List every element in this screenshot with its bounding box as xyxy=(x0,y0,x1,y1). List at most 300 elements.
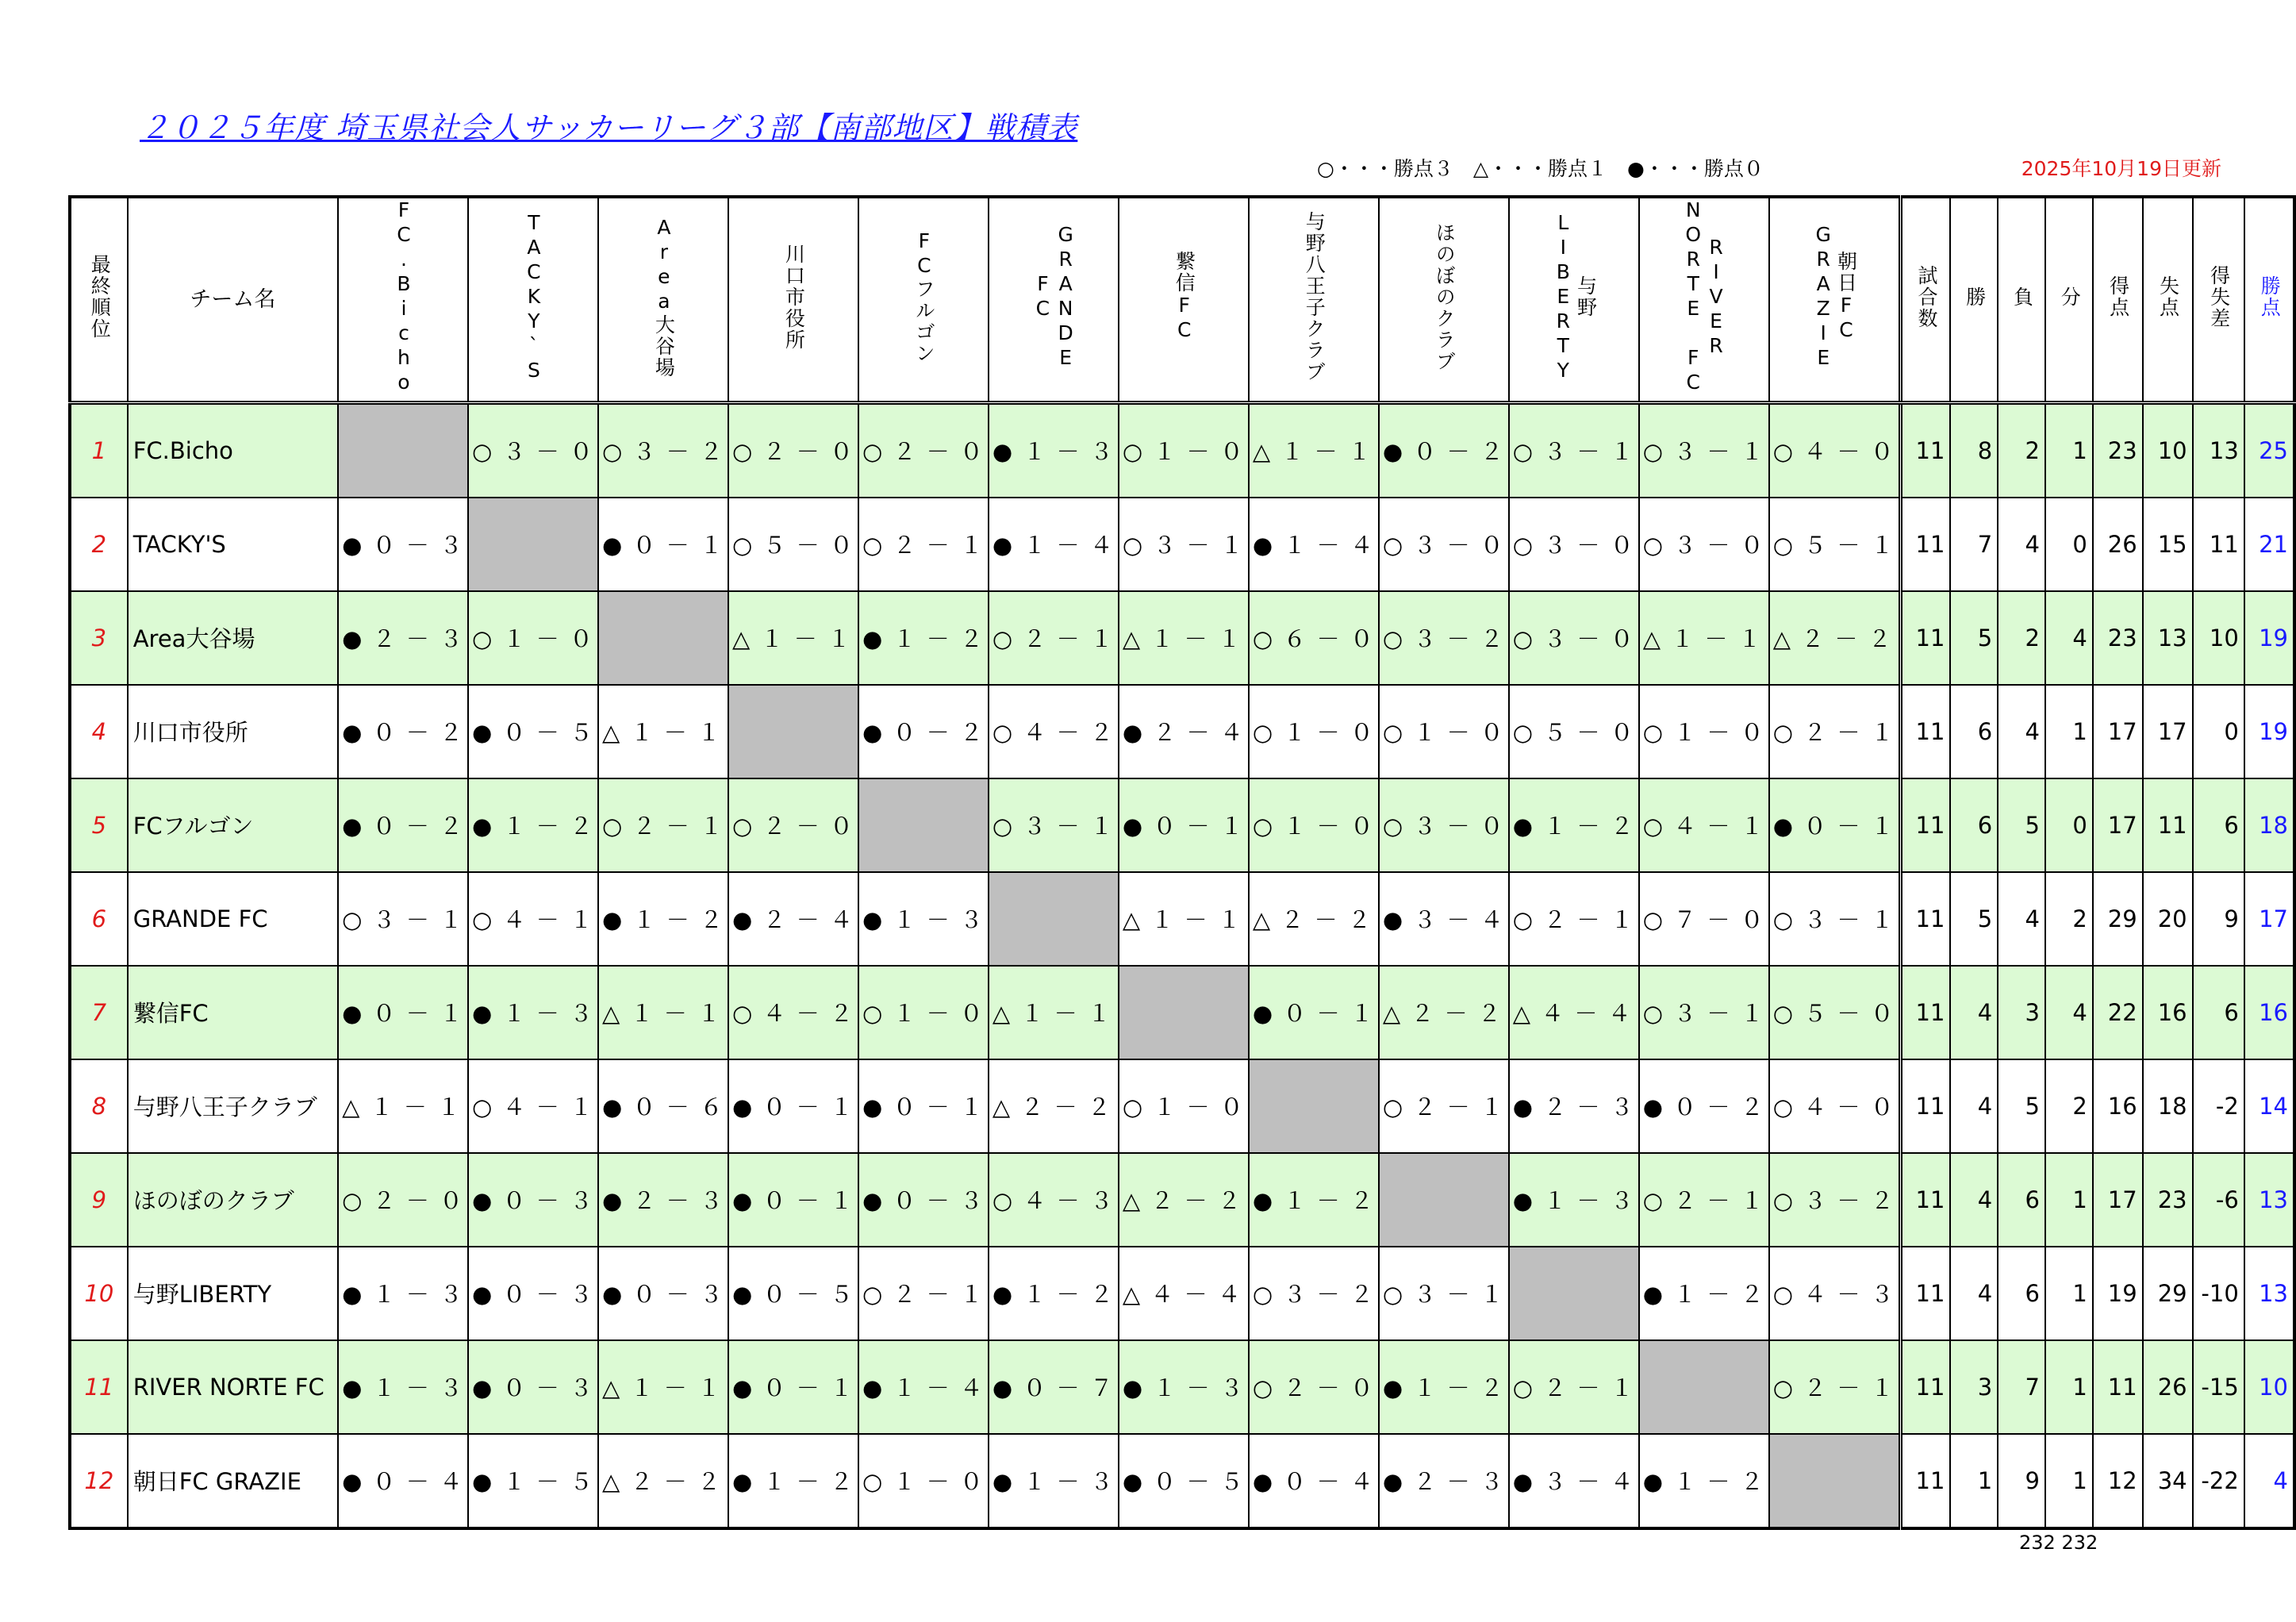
stat-cell: 4 xyxy=(1998,498,2045,591)
result-cell: ○ １ － ０ xyxy=(1119,402,1249,498)
opponent-header: 与野LIBERTY xyxy=(1509,197,1639,402)
result-cell: ● ０ － ５ xyxy=(1119,1434,1249,1528)
result-cell: ● ０ － ６ xyxy=(598,1059,728,1153)
result-cell: ● ０ － １ xyxy=(728,1059,858,1153)
result-cell: ● ０ － ３ xyxy=(468,1340,598,1434)
result-cell: ● １ － ３ xyxy=(1119,1340,1249,1434)
result-cell: ○ ３ － ０ xyxy=(1379,778,1509,872)
stat-cell: 17 xyxy=(2093,778,2143,872)
stat-cell: 11 xyxy=(1900,498,1950,591)
stat-cell: 23 xyxy=(2143,1153,2193,1247)
result-cell: ○ ２ － ０ xyxy=(728,778,858,872)
self-match-cell xyxy=(598,591,728,685)
result-cell: ○ ２ － ０ xyxy=(338,1153,468,1247)
result-cell: ○ ３ － ０ xyxy=(1639,498,1769,591)
result-cell: ● ０ － １ xyxy=(338,966,468,1059)
result-cell: △ １ － １ xyxy=(598,966,728,1059)
stat-cell: 4 xyxy=(1998,872,2045,966)
result-cell: ● ０ － １ xyxy=(1769,778,1900,872)
result-cell: ● １ － ４ xyxy=(1249,498,1379,591)
stat-cell: 16 xyxy=(2093,1059,2143,1153)
result-cell: ○ ２ － １ xyxy=(1509,872,1639,966)
result-cell: ● ０ － ５ xyxy=(468,685,598,778)
stat-cell: 25 xyxy=(2244,402,2294,498)
result-cell: ○ １ － ０ xyxy=(1379,685,1509,778)
result-cell: ○ ３ － １ xyxy=(1119,498,1249,591)
stat-cell: 17 xyxy=(2244,872,2294,966)
table-row xyxy=(70,1153,2294,1247)
result-cell: △ １ － １ xyxy=(1249,402,1379,498)
result-cell: ● １ － ３ xyxy=(1509,1153,1639,1247)
stat-cell: 4 xyxy=(2045,591,2093,685)
stat-cell: 11 xyxy=(1900,1153,1950,1247)
result-cell: ○ １ － ０ xyxy=(858,966,989,1059)
result-cell: ○ ５ － ０ xyxy=(728,498,858,591)
opponent-header: FC.Bicho xyxy=(338,197,468,402)
stat-cell: 17 xyxy=(2093,1153,2143,1247)
stat-cell: -2 xyxy=(2193,1059,2244,1153)
stat-cell: 34 xyxy=(2143,1434,2193,1528)
result-cell: ● ０ － １ xyxy=(598,498,728,591)
result-cell: ● １ － ２ xyxy=(598,872,728,966)
stat-cell: 5 xyxy=(1950,872,1998,966)
stat-cell: 11 xyxy=(1900,1340,1950,1434)
result-cell: ○ ２ － ０ xyxy=(728,402,858,498)
result-cell: ○ ４ － ２ xyxy=(989,685,1119,778)
stat-cell: 26 xyxy=(2093,498,2143,591)
result-cell: ○ ５ － ０ xyxy=(1769,966,1900,1059)
result-cell: ● ０ － ７ xyxy=(989,1340,1119,1434)
result-cell: △ １ － １ xyxy=(989,966,1119,1059)
result-cell: ● １ － ３ xyxy=(858,872,989,966)
result-cell: ○ ４ － １ xyxy=(468,1059,598,1153)
stat-cell: 0 xyxy=(2045,498,2093,591)
result-cell: ● １ － ５ xyxy=(468,1434,598,1528)
result-cell: ● ０ － ３ xyxy=(598,1247,728,1340)
result-cell: △ ２ － ２ xyxy=(989,1059,1119,1153)
result-cell: ○ ５ － ０ xyxy=(1509,685,1639,778)
stat-cell: 11 xyxy=(1900,966,1950,1059)
result-cell: ○ ３ － １ xyxy=(1639,402,1769,498)
result-cell: ● １ － ２ xyxy=(468,778,598,872)
stat-cell: 2 xyxy=(1998,402,2045,498)
stat-cell: 11 xyxy=(2143,778,2193,872)
result-cell: △ １ － １ xyxy=(728,591,858,685)
result-cell: ● １ － ４ xyxy=(858,1340,989,1434)
table-row xyxy=(70,966,2294,1059)
result-cell: ○ ３ － １ xyxy=(1639,966,1769,1059)
rank-header: 最終順位 xyxy=(70,197,128,402)
result-cell: ○ ４ － ０ xyxy=(1769,402,1900,498)
stat-header: 負 xyxy=(1998,197,2045,402)
stat-cell: 4 xyxy=(2244,1434,2294,1528)
opponent-header: RIVER NORTE FC xyxy=(1639,197,1769,402)
stat-cell: 11 xyxy=(1900,1247,1950,1340)
stat-cell: 16 xyxy=(2143,966,2193,1059)
result-cell: ● １ － ２ xyxy=(1639,1434,1769,1528)
stat-cell: 3 xyxy=(1950,1340,1998,1434)
stat-header: 勝 xyxy=(1950,197,1998,402)
result-cell: ● １ － ２ xyxy=(1639,1247,1769,1340)
rank-cell: 10 xyxy=(70,1247,128,1340)
stat-cell: 19 xyxy=(2244,685,2294,778)
self-match-cell xyxy=(1639,1340,1769,1434)
stat-cell: 6 xyxy=(1950,685,1998,778)
result-cell: ○ ３ － ０ xyxy=(1379,498,1509,591)
stat-cell: 29 xyxy=(2093,872,2143,966)
result-cell: ● １ － ３ xyxy=(338,1340,468,1434)
table-row xyxy=(70,1059,2294,1153)
result-cell: ● ０ － １ xyxy=(858,1059,989,1153)
result-cell: △ １ － １ xyxy=(338,1059,468,1153)
stat-cell: 23 xyxy=(2093,402,2143,498)
stat-cell: 9 xyxy=(2193,872,2244,966)
table-row xyxy=(70,591,2294,685)
opponent-header: GRANDE FC xyxy=(989,197,1119,402)
stat-cell: 1 xyxy=(1950,1434,1998,1528)
result-cell: ● ０ － ３ xyxy=(338,498,468,591)
result-cell: ○ ５ － １ xyxy=(1769,498,1900,591)
stat-cell: 2 xyxy=(2045,872,2093,966)
result-cell: ● ０ － ３ xyxy=(468,1153,598,1247)
result-legend: ○・・・勝点３ △・・・勝点１ ●・・・勝点０ xyxy=(1317,157,1764,180)
stat-cell: 1 xyxy=(2045,685,2093,778)
opponent-header: TACKY`S xyxy=(468,197,598,402)
table-row xyxy=(70,685,2294,778)
stat-cell: 11 xyxy=(1900,685,1950,778)
result-cell: △ １ － １ xyxy=(1639,591,1769,685)
team-name: GRANDE FC xyxy=(128,872,338,966)
result-cell: ● ０ － １ xyxy=(1119,778,1249,872)
result-cell: ○ ２ － １ xyxy=(1769,1340,1900,1434)
result-cell: ○ ２ － １ xyxy=(1509,1340,1639,1434)
stat-cell: 8 xyxy=(1950,402,1998,498)
result-cell: △ ２ － ２ xyxy=(1379,966,1509,1059)
result-cell: ● １ － ２ xyxy=(989,1247,1119,1340)
stat-cell: 4 xyxy=(1998,685,2045,778)
result-cell: ● ２ － ３ xyxy=(1379,1434,1509,1528)
result-cell: ○ ３ － １ xyxy=(338,872,468,966)
result-cell: △ １ － １ xyxy=(1119,591,1249,685)
result-cell: ● ０ － ２ xyxy=(1639,1059,1769,1153)
stat-cell: 17 xyxy=(2143,685,2193,778)
result-cell: ○ ６ － ０ xyxy=(1249,591,1379,685)
stat-header: 勝点 xyxy=(2244,197,2294,402)
stat-cell: 11 xyxy=(1900,872,1950,966)
result-cell: ● ２ － ３ xyxy=(338,591,468,685)
stat-cell: 16 xyxy=(2244,966,2294,1059)
table-row xyxy=(70,498,2294,591)
stat-header: 得失差 xyxy=(2193,197,2244,402)
opponent-header: ほのぼのクラブ xyxy=(1379,197,1509,402)
self-match-cell xyxy=(468,498,598,591)
stat-cell: 5 xyxy=(1998,1059,2045,1153)
stat-cell: 5 xyxy=(1950,591,1998,685)
result-cell: ● １ － ４ xyxy=(989,498,1119,591)
result-cell: ○ １ － ０ xyxy=(1249,778,1379,872)
result-cell: ● １ － ２ xyxy=(1249,1153,1379,1247)
opponent-header: 繋信FC xyxy=(1119,197,1249,402)
result-cell: ● ０ － １ xyxy=(1249,966,1379,1059)
result-cell: △ ２ － ２ xyxy=(1249,872,1379,966)
result-cell: △ ４ － ４ xyxy=(1119,1247,1249,1340)
result-cell: ○ ２ － １ xyxy=(1639,1153,1769,1247)
stat-cell: 2 xyxy=(2045,1059,2093,1153)
result-cell: △ １ － １ xyxy=(1119,872,1249,966)
table-row xyxy=(70,1434,2294,1528)
result-cell: ● １ － ２ xyxy=(1379,1340,1509,1434)
stat-cell: 10 xyxy=(2143,402,2193,498)
team-name: FC.Bicho xyxy=(128,402,338,498)
result-cell: ● ０ － ３ xyxy=(858,1153,989,1247)
stat-cell: 4 xyxy=(1950,1247,1998,1340)
rank-cell: 7 xyxy=(70,966,128,1059)
result-cell: ○ ３ － １ xyxy=(989,778,1119,872)
result-cell: ○ ３ － ２ xyxy=(1249,1247,1379,1340)
team-name: RIVER NORTE FC xyxy=(128,1340,338,1434)
stat-cell: 11 xyxy=(2093,1340,2143,1434)
result-cell: ○ ２ － １ xyxy=(858,498,989,591)
team-name: 与野八王子クラブ xyxy=(128,1059,338,1153)
result-cell: ● １ － ２ xyxy=(728,1434,858,1528)
result-cell: ○ １ － ０ xyxy=(468,591,598,685)
result-cell: ● ２ － ３ xyxy=(598,1153,728,1247)
result-cell: ● ０ － ４ xyxy=(338,1434,468,1528)
result-cell: ○ ４ － ２ xyxy=(728,966,858,1059)
result-cell: △ ２ － ２ xyxy=(1769,591,1900,685)
stat-cell: 13 xyxy=(2193,402,2244,498)
table-row xyxy=(70,402,2294,498)
result-cell: ● ２ － ４ xyxy=(1119,685,1249,778)
result-cell: ○ ４ － ３ xyxy=(1769,1247,1900,1340)
stat-cell: 6 xyxy=(2193,966,2244,1059)
stat-cell: 23 xyxy=(2093,591,2143,685)
self-match-cell xyxy=(1509,1247,1639,1340)
stat-cell: 13 xyxy=(2143,591,2193,685)
stat-cell: 13 xyxy=(2244,1153,2294,1247)
result-cell: ○ ４ － １ xyxy=(468,872,598,966)
team-header: チーム名 xyxy=(128,197,338,402)
stat-cell: 4 xyxy=(1950,966,1998,1059)
stat-cell: 29 xyxy=(2143,1247,2193,1340)
self-match-cell xyxy=(989,872,1119,966)
stat-header: 得点 xyxy=(2093,197,2143,402)
rank-cell: 12 xyxy=(70,1434,128,1528)
stat-cell: 10 xyxy=(2244,1340,2294,1434)
stat-cell: 4 xyxy=(1950,1059,1998,1153)
stat-cell: 10 xyxy=(2193,591,2244,685)
result-cell: ○ ３ － ０ xyxy=(468,402,598,498)
stat-cell: 13 xyxy=(2244,1247,2294,1340)
result-cell: ○ ３ － ０ xyxy=(1509,498,1639,591)
stat-cell: 20 xyxy=(2143,872,2193,966)
stat-cell: 4 xyxy=(1950,1153,1998,1247)
result-cell: ○ １ － ０ xyxy=(1119,1059,1249,1153)
result-cell: ○ ２ － １ xyxy=(858,1247,989,1340)
result-cell: ● ０ － ２ xyxy=(338,778,468,872)
stat-cell: 17 xyxy=(2093,685,2143,778)
result-cell: ○ ３ － ０ xyxy=(1509,591,1639,685)
stat-cell: 12 xyxy=(2093,1434,2143,1528)
result-cell: ● ０ － ４ xyxy=(1249,1434,1379,1528)
stat-header: 分 xyxy=(2045,197,2093,402)
self-match-cell xyxy=(1119,966,1249,1059)
stat-cell: 19 xyxy=(2244,591,2294,685)
stat-cell: 21 xyxy=(2244,498,2294,591)
result-cell: ○ １ － ０ xyxy=(1249,685,1379,778)
self-match-cell xyxy=(1249,1059,1379,1153)
stat-cell: -22 xyxy=(2193,1434,2244,1528)
stat-cell: 6 xyxy=(2193,778,2244,872)
stat-cell: 6 xyxy=(1998,1247,2045,1340)
result-cell: ○ ３ － １ xyxy=(1379,1247,1509,1340)
team-name: 与野LIBERTY xyxy=(128,1247,338,1340)
result-cell: ○ ２ － ０ xyxy=(858,402,989,498)
result-cell: ○ ４ － ０ xyxy=(1769,1059,1900,1153)
result-cell: ○ ７ － ０ xyxy=(1639,872,1769,966)
stat-cell: 1 xyxy=(2045,1340,2093,1434)
team-name: ほのぼのクラブ xyxy=(128,1153,338,1247)
opponent-header: 川口市役所 xyxy=(728,197,858,402)
stat-cell: 11 xyxy=(2193,498,2244,591)
stat-cell: 7 xyxy=(1998,1340,2045,1434)
table-row xyxy=(70,872,2294,966)
stat-cell: 7 xyxy=(1950,498,1998,591)
table-row xyxy=(70,778,2294,872)
self-match-cell xyxy=(338,402,468,498)
result-cell: ○ ２ － １ xyxy=(598,778,728,872)
stat-cell: 11 xyxy=(1900,1434,1950,1528)
rank-cell: 8 xyxy=(70,1059,128,1153)
result-cell: ● １ － ２ xyxy=(858,591,989,685)
result-cell: ○ ３ － １ xyxy=(1769,872,1900,966)
result-cell: ● ０ － １ xyxy=(728,1153,858,1247)
stat-cell: -15 xyxy=(2193,1340,2244,1434)
result-cell: ○ ２ － １ xyxy=(1379,1059,1509,1153)
result-cell: ○ ３ － ２ xyxy=(598,402,728,498)
stat-cell: 15 xyxy=(2143,498,2193,591)
page-title: ２０２５年度 埼玉県社会人サッカーリーグ３部【南部地区】戦積表 xyxy=(140,110,1078,145)
stat-header: 失点 xyxy=(2143,197,2193,402)
team-name: TACKY'S xyxy=(128,498,338,591)
rank-cell: 3 xyxy=(70,591,128,685)
result-cell: △ ２ － ２ xyxy=(598,1434,728,1528)
stat-cell: 11 xyxy=(1900,402,1950,498)
result-cell: ● ３ － ４ xyxy=(1379,872,1509,966)
stat-cell: 14 xyxy=(2244,1059,2294,1153)
rank-cell: 6 xyxy=(70,872,128,966)
table-row xyxy=(70,1247,2294,1340)
table-row xyxy=(70,1340,2294,1434)
result-cell: ○ ４ － １ xyxy=(1639,778,1769,872)
stat-cell: 2 xyxy=(1998,591,2045,685)
result-cell: ● ０ － １ xyxy=(728,1340,858,1434)
stat-cell: 19 xyxy=(2093,1247,2143,1340)
stat-cell: 11 xyxy=(1900,778,1950,872)
result-cell: ○ ３ － ２ xyxy=(1769,1153,1900,1247)
stat-cell: 1 xyxy=(2045,402,2093,498)
result-cell: ● ０ － ２ xyxy=(338,685,468,778)
result-cell: ● ２ － ４ xyxy=(728,872,858,966)
opponent-header: Area大谷場 xyxy=(598,197,728,402)
stat-cell: -6 xyxy=(2193,1153,2244,1247)
self-match-cell xyxy=(1769,1434,1900,1528)
stat-cell: 1 xyxy=(2045,1434,2093,1528)
team-name: Area大谷場 xyxy=(128,591,338,685)
result-cell: △ ２ － ２ xyxy=(1119,1153,1249,1247)
stat-cell: 6 xyxy=(1950,778,1998,872)
stat-cell: 18 xyxy=(2143,1059,2193,1153)
team-name: 繋信FC xyxy=(128,966,338,1059)
result-cell: △ ４ － ４ xyxy=(1509,966,1639,1059)
rank-cell: 5 xyxy=(70,778,128,872)
stat-cell: 22 xyxy=(2093,966,2143,1059)
self-match-cell xyxy=(858,778,989,872)
result-cell: ● ０ － ３ xyxy=(468,1247,598,1340)
rank-cell: 11 xyxy=(70,1340,128,1434)
stat-cell: 4 xyxy=(2045,966,2093,1059)
page-number: 232 232 xyxy=(2019,1532,2098,1554)
result-cell: ● １ － ２ xyxy=(1509,778,1639,872)
rank-cell: 9 xyxy=(70,1153,128,1247)
stat-cell: 11 xyxy=(1900,591,1950,685)
result-cell: ○ ４ － ３ xyxy=(989,1153,1119,1247)
opponent-header: 与野八王子クラブ xyxy=(1249,197,1379,402)
stat-cell: -10 xyxy=(2193,1247,2244,1340)
result-cell: ● ２ － ３ xyxy=(1509,1059,1639,1153)
rank-cell: 4 xyxy=(70,685,128,778)
self-match-cell xyxy=(1379,1153,1509,1247)
result-cell: ● ３ － ４ xyxy=(1509,1434,1639,1528)
stat-cell: 0 xyxy=(2045,778,2093,872)
result-cell: ● １ － ３ xyxy=(468,966,598,1059)
result-cell: ● ０ － ２ xyxy=(858,685,989,778)
opponent-header: FCフルゴン xyxy=(858,197,989,402)
result-cell: ● １ － ３ xyxy=(338,1247,468,1340)
stat-cell: 5 xyxy=(1998,778,2045,872)
result-cell: ● １ － ３ xyxy=(989,402,1119,498)
header-row xyxy=(70,197,2294,402)
stat-cell: 3 xyxy=(1998,966,2045,1059)
stat-cell: 1 xyxy=(2045,1247,2093,1340)
opponent-header: 朝日FC GRAZIE xyxy=(1769,197,1900,402)
stat-cell: 0 xyxy=(2193,685,2244,778)
stat-cell: 18 xyxy=(2244,778,2294,872)
self-match-cell xyxy=(728,685,858,778)
result-cell: ○ １ － ０ xyxy=(858,1434,989,1528)
result-cell: ○ ３ － １ xyxy=(1509,402,1639,498)
team-name: 朝日FC GRAZIE xyxy=(128,1434,338,1528)
stat-header: 試合数 xyxy=(1900,197,1950,402)
result-cell: △ １ － １ xyxy=(598,685,728,778)
standings-table xyxy=(68,195,2296,1530)
result-cell: ○ ２ － １ xyxy=(989,591,1119,685)
rank-cell: 1 xyxy=(70,402,128,498)
stat-cell: 9 xyxy=(1998,1434,2045,1528)
team-name: 川口市役所 xyxy=(128,685,338,778)
stat-cell: 11 xyxy=(1900,1059,1950,1153)
result-cell: ● １ － ３ xyxy=(989,1434,1119,1528)
stat-cell: 1 xyxy=(2045,1153,2093,1247)
result-cell: ○ ２ － １ xyxy=(1769,685,1900,778)
result-cell: ● ０ － ２ xyxy=(1379,402,1509,498)
rank-cell: 2 xyxy=(70,498,128,591)
updated-date: 2025年10月19日更新 xyxy=(2021,157,2221,180)
result-cell: ● ０ － ５ xyxy=(728,1247,858,1340)
result-cell: ○ １ － ０ xyxy=(1639,685,1769,778)
team-name: FCフルゴン xyxy=(128,778,338,872)
result-cell: △ １ － １ xyxy=(598,1340,728,1434)
